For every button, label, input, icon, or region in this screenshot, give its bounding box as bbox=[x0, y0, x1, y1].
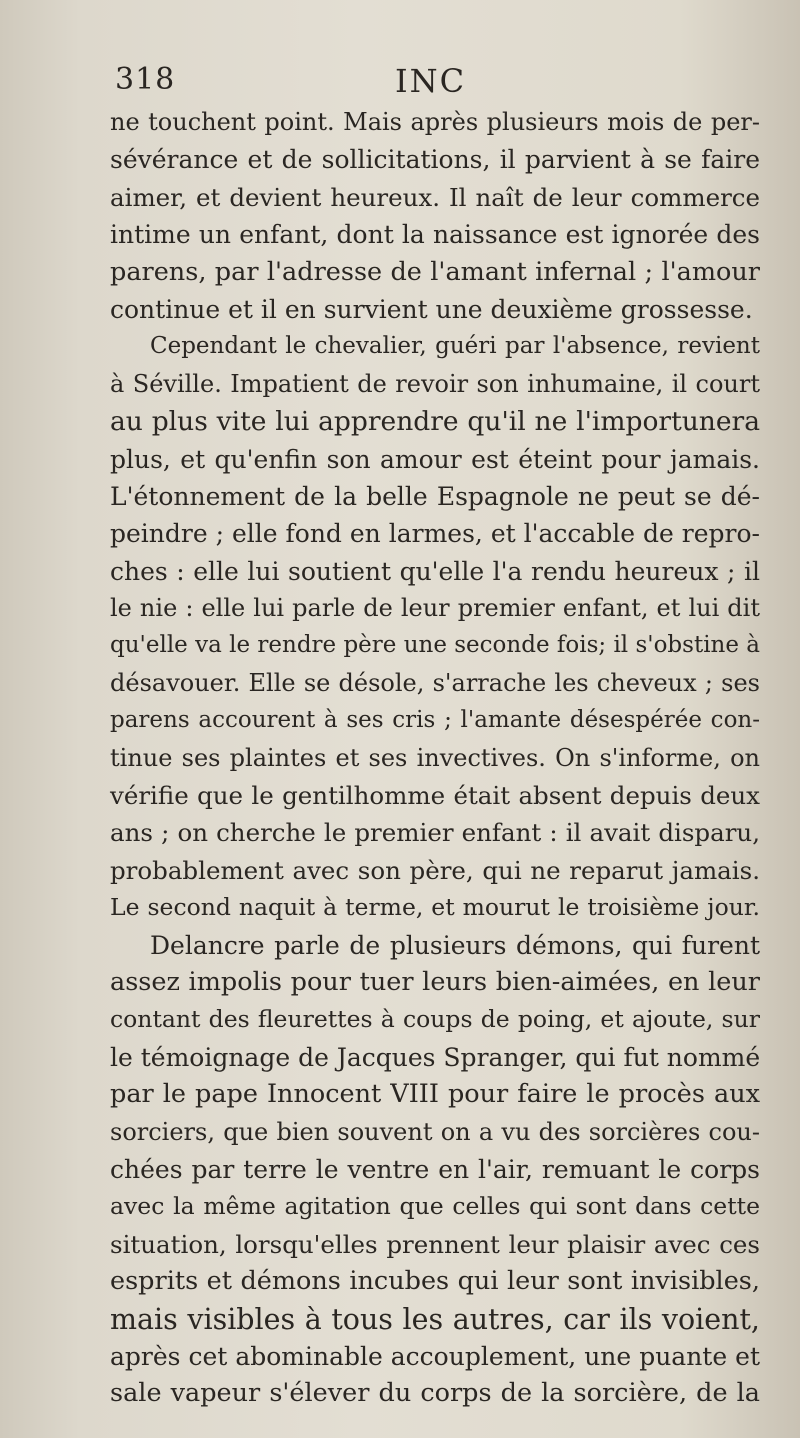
page-number: 318 bbox=[115, 62, 176, 97]
text-line: peindre ; elle fond en larmes, et l'accable de repro- bbox=[110, 519, 760, 549]
text-line: L'étonnement de la belle Espagnole ne peut se dé- bbox=[110, 481, 760, 511]
text-line: intime un enfant, dont la naissance est ignorée des bbox=[110, 220, 760, 250]
text-line: désavouer. Elle se désole, s'arrache les cheveux ; ses bbox=[110, 668, 760, 697]
text-line: sorciers, que bien souvent on a vu des sorcières cou- bbox=[110, 1117, 760, 1146]
text-line: le nie : elle lui parle de leur premier enfant, et lui dit bbox=[110, 594, 760, 623]
text-line: par le pape Innocent VIII pour faire le procès aux bbox=[110, 1079, 760, 1110]
running-head: INC bbox=[395, 62, 467, 100]
text-line: à Séville. Impatient de revoir son inhumaine, il court bbox=[110, 369, 760, 398]
text-line: parens, par l'adresse de l'amant infernal ; l'amour bbox=[110, 256, 760, 287]
text-line: le témoignage de Jacques Spranger, qui fut nommé bbox=[110, 1042, 761, 1072]
text-line: ches : elle lui soutient qu'elle l'a rendu heureux ; il bbox=[110, 556, 760, 586]
text-line: sévérance et de sollicitations, il parvient à se faire bbox=[110, 145, 760, 175]
text-line: assez impolis pour tuer leurs bien-aimées, en leur bbox=[110, 966, 760, 997]
text-line: situation, lorsqu'elles prennent leur plaisir avec ces bbox=[110, 1229, 760, 1259]
text-line: Cependant le chevalier, guéri par l'absence, revient bbox=[150, 333, 760, 360]
text-line: plus, et qu'enfin son amour est éteint pour jamais. bbox=[110, 444, 760, 474]
text-line: probablement avec son père, qui ne reparut jamais. bbox=[110, 855, 760, 885]
text-line: esprits et démons incubes qui leur sont invisibles, bbox=[110, 1266, 760, 1297]
text-line: Delancre parle de plusieurs démons, qui furent bbox=[150, 930, 760, 960]
text-line: après cet abominable accouplement, une puante et bbox=[110, 1341, 760, 1371]
text-line: qu'elle va le rendre père une seconde fois; il s'obstine à bbox=[110, 632, 761, 659]
text-line: avec la même agitation que celles qui sont dans cette bbox=[110, 1192, 760, 1221]
body-text bbox=[110, 104, 760, 1413]
text-line: tinue ses plaintes et ses invectives. On s'informe, on bbox=[110, 743, 760, 772]
text-line: sale vapeur s'élever du corps de la sorcière, de la bbox=[110, 1378, 760, 1409]
text-line: chées par terre le ventre en l'air, remuant le corps bbox=[110, 1154, 760, 1184]
text-line: au plus vite lui apprendre qu'il ne l'importunera bbox=[110, 406, 760, 438]
text-line: mais visibles à tous les autres, car ils voient, bbox=[110, 1302, 760, 1336]
text-line: ne touchent point. Mais après plusieurs mois de per- bbox=[110, 108, 760, 136]
text-line: continue et il en survient une deuxième grossesse. bbox=[110, 294, 753, 324]
page-header bbox=[110, 62, 670, 102]
text-line: Le second naquit à terme, et mourut le troisième jour. bbox=[110, 893, 760, 922]
text-line: aimer, et devient heureux. Il naît de leur commerce bbox=[110, 182, 760, 212]
text-line: vérifie que le gentilhomme était absent depuis deux bbox=[110, 781, 760, 811]
text-line: contant des fleurettes à coups de poing, et ajoute, sur bbox=[110, 1005, 760, 1034]
text-line: ans ; on cherche le premier enfant : il avait disparu, bbox=[110, 818, 760, 848]
text-line: parens accourent à ses cris ; l'amante désespérée con- bbox=[110, 707, 760, 734]
